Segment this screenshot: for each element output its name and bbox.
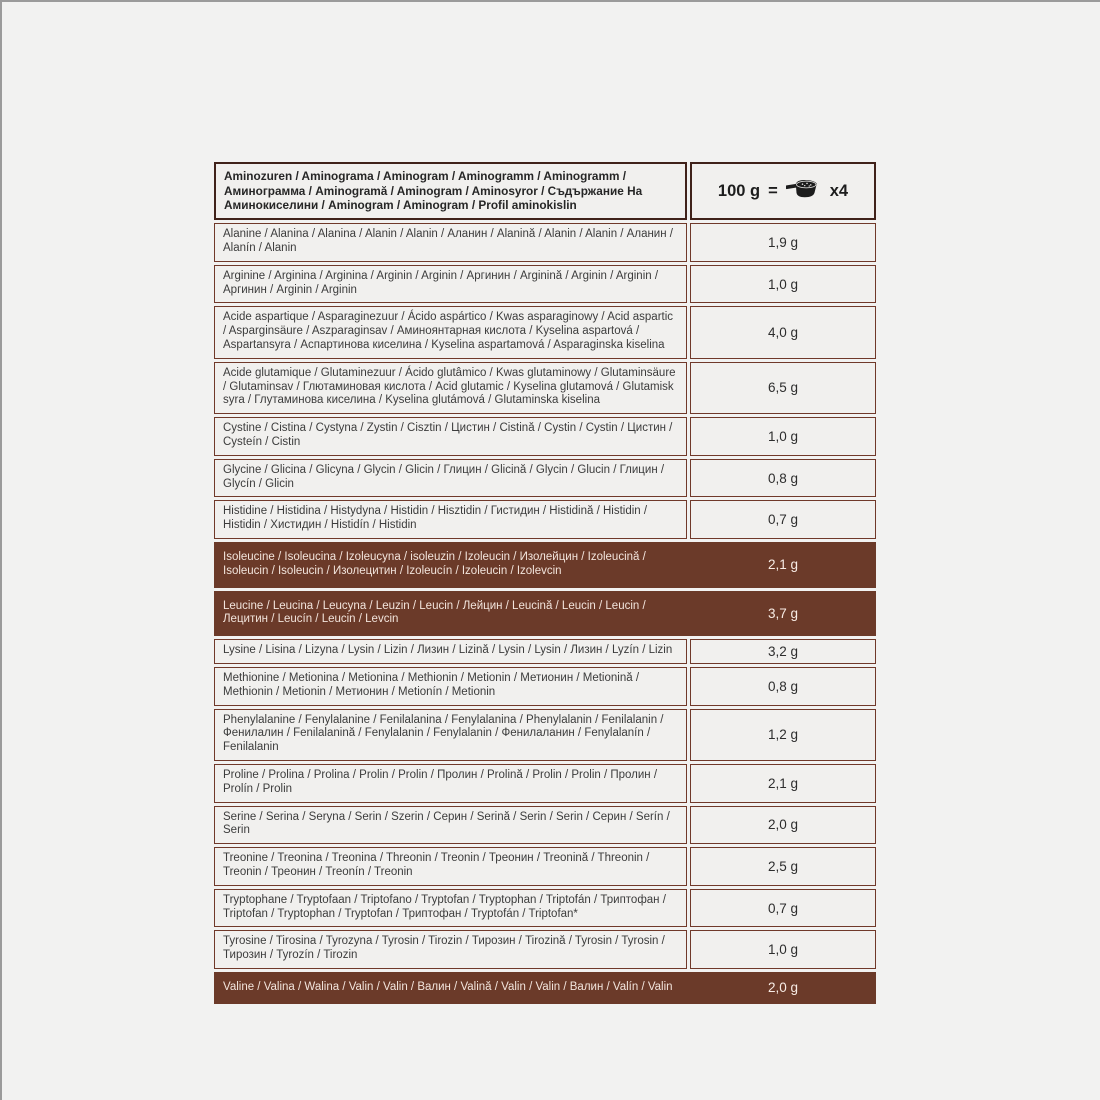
amino-acid-label: Tyrosine / Tirosina / Tyrozyna / Tyrosin / Tirozin / Тирозин / Tirozină / Tyrosin / Tyrosin / Тирозин / Tyrozín / Tirozin	[214, 930, 687, 969]
amino-acid-label: Alanine / Alanina / Alanina / Alanin / Alanin / Аланин / Alanină / Alanin / Alanin / Аланин / Alanín / Alanin	[214, 223, 687, 262]
aminogram-title: Aminozuren / Aminograma / Aminogram / Aminogramm / Aminogramm / Аминограмма / Aminogramă / Aminogram / Aminosyror / Съдържание На Аминокиселини / Aminogram / Aminogram / Profil aminokislin	[214, 162, 687, 220]
table-row	[214, 889, 876, 928]
table-row	[214, 972, 876, 1004]
table-row	[214, 667, 876, 706]
amino-acid-value: 0,7 g	[690, 500, 876, 539]
table-row	[214, 806, 876, 845]
table-row	[214, 459, 876, 498]
table-row	[214, 847, 876, 886]
amino-acid-label: Isoleucine / Isoleucina / Izoleucyna / isoleuzin / Izoleucin / Изолейцин / Izoleucină / Isoleucin / Isoleucin / Изолецитин / Izoleucín / Izoleucin / Izolevcin	[223, 550, 646, 577]
table-row	[214, 591, 876, 637]
serving-multiplier: x4	[829, 181, 849, 200]
amino-acid-value: 1,9 g	[690, 223, 876, 262]
amino-acid-value: 6,5 g	[690, 362, 876, 414]
amino-acid-value: 1,2 g	[690, 709, 876, 761]
table-row	[214, 542, 876, 588]
amino-acid-value: 2,1 g	[767, 557, 799, 573]
amino-acid-label: Lysine / Lisina / Lizyna / Lysin / Lizin / Лизин / Lizină / Lysin / Lysin / Лизин / Lyzín / Lizin	[214, 639, 687, 664]
amino-acid-label: Acide aspartique / Asparaginezuur / Ácido aspártico / Kwas asparaginowy / Acid aspartic / Asparginsäure / Aszparaginsav / Аминоянтарная кислота / Kyselina aspartová / Aspartansyra / Аспартинова киселина / Kyselina aspartamová / Asparaginska kiselina	[214, 306, 687, 358]
table-header-row	[214, 162, 876, 220]
amino-acid-label: Histidine / Histidina / Histydyna / Histidin / Hisztidin / Гистидин / Histidină / Histidin / Histidin / Хистидин / Histidín / Histidin	[214, 500, 687, 539]
table-row	[214, 764, 876, 803]
amino-acid-value: 3,7 g	[767, 605, 799, 621]
amino-acid-value: 2,0 g	[767, 980, 799, 996]
amino-acid-label: Valine / Valina / Walina / Valin / Valin / Валин / Valină / Valin / Valin / Валин / Valín / Valin	[223, 980, 673, 993]
amino-acid-label: Treonine / Treonina / Treonina / Threonin / Treonin / Треонин / Treonină / Threonin / Treonin / Треонин / Treonín / Treonin	[214, 847, 687, 886]
serving-info	[690, 162, 876, 220]
amino-acid-value: 4,0 g	[690, 306, 876, 358]
amino-acid-label: Cystine / Cistina / Cystyna / Zystin / Cisztin / Цистин / Cistină / Cystin / Cystin / Цистин / Cysteín / Cistin	[214, 417, 687, 456]
amino-acid-value: 0,8 g	[690, 459, 876, 498]
amino-acid-label: Methionine / Metionina / Metionina / Methionin / Metionin / Метионин / Metionină / Methionin / Metionin / Метионин / Metionín / Metionin	[214, 667, 687, 706]
scoop-icon	[786, 178, 822, 205]
amino-acid-label: Phenylalanine / Fenylalanine / Fenilalanina / Fenylalanina / Phenylalanin / Fenilalanin / Фенилалин / Fenilalanină / Fenylalanin / Fenylalanin / Фенилаланин / Fenylalanín / Fenilalanin	[214, 709, 687, 761]
amino-acid-value: 1,0 g	[690, 930, 876, 969]
amino-acid-value: 2,5 g	[690, 847, 876, 886]
amino-acid-label: Tryptophane / Tryptofaan / Triptofano / Tryptofan / Tryptophan / Triptofán / Триптофан / Triptofan / Tryptophan / Tryptofan / Триптофан / Tryptofán / Triptofan*	[214, 889, 687, 928]
amino-acid-value: 1,0 g	[690, 417, 876, 456]
table-row	[214, 223, 876, 262]
aminogram-table	[214, 162, 876, 1004]
amino-acid-value: 1,0 g	[690, 265, 876, 304]
table-row	[214, 417, 876, 456]
table-row	[214, 265, 876, 304]
table-row	[214, 639, 876, 664]
amino-acid-label: Serine / Serina / Seryna / Serin / Szerin / Серин / Serină / Serin / Serin / Серин / Serín / Serin	[214, 806, 687, 845]
table-row	[214, 500, 876, 539]
table-row	[214, 362, 876, 414]
serving-amount: 100 g	[717, 181, 761, 200]
amino-acid-value: 0,7 g	[690, 889, 876, 928]
amino-acid-label: Glycine / Glicina / Glicyna / Glycin / Glicin / Глицин / Glicină / Glycin / Glucin / Глицин / Glycín / Glicin	[214, 459, 687, 498]
amino-acid-label: Arginine / Arginina / Arginina / Arginin / Arginin / Аргинин / Arginină / Arginin / Arginin / Аргинин / Arginin / Arginin	[214, 265, 687, 304]
amino-acid-value: 2,0 g	[690, 806, 876, 845]
equals-sign: =	[768, 181, 778, 200]
amino-acid-value: 3,2 g	[690, 639, 876, 664]
amino-acid-label: Acide glutamique / Glutaminezuur / Ácido glutâmico / Kwas glutaminowy / Glutaminsäure / Glutaminsav / Глютаминовая кислота / Acid glutamic / Kyselina glutamová / Glutamisk syra / Глутаминова киселина / Kyselina glutámová / Glutaminska kiselina	[214, 362, 687, 414]
amino-acid-value: 2,1 g	[690, 764, 876, 803]
table-row	[214, 930, 876, 969]
amino-acid-label: Leucine / Leucina / Leucyna / Leuzin / Leucin / Лейцин / Leucină / Leucin / Leucin / Лецитин / Leucín / Leucin / Levcin	[223, 599, 646, 626]
table-row	[214, 306, 876, 358]
amino-acid-label: Proline / Prolina / Prolina / Prolin / Prolin / Пролин / Prolină / Prolin / Prolin / Пролин / Prolín / Prolin	[214, 764, 687, 803]
amino-acid-value: 0,8 g	[690, 667, 876, 706]
table-row	[214, 709, 876, 761]
